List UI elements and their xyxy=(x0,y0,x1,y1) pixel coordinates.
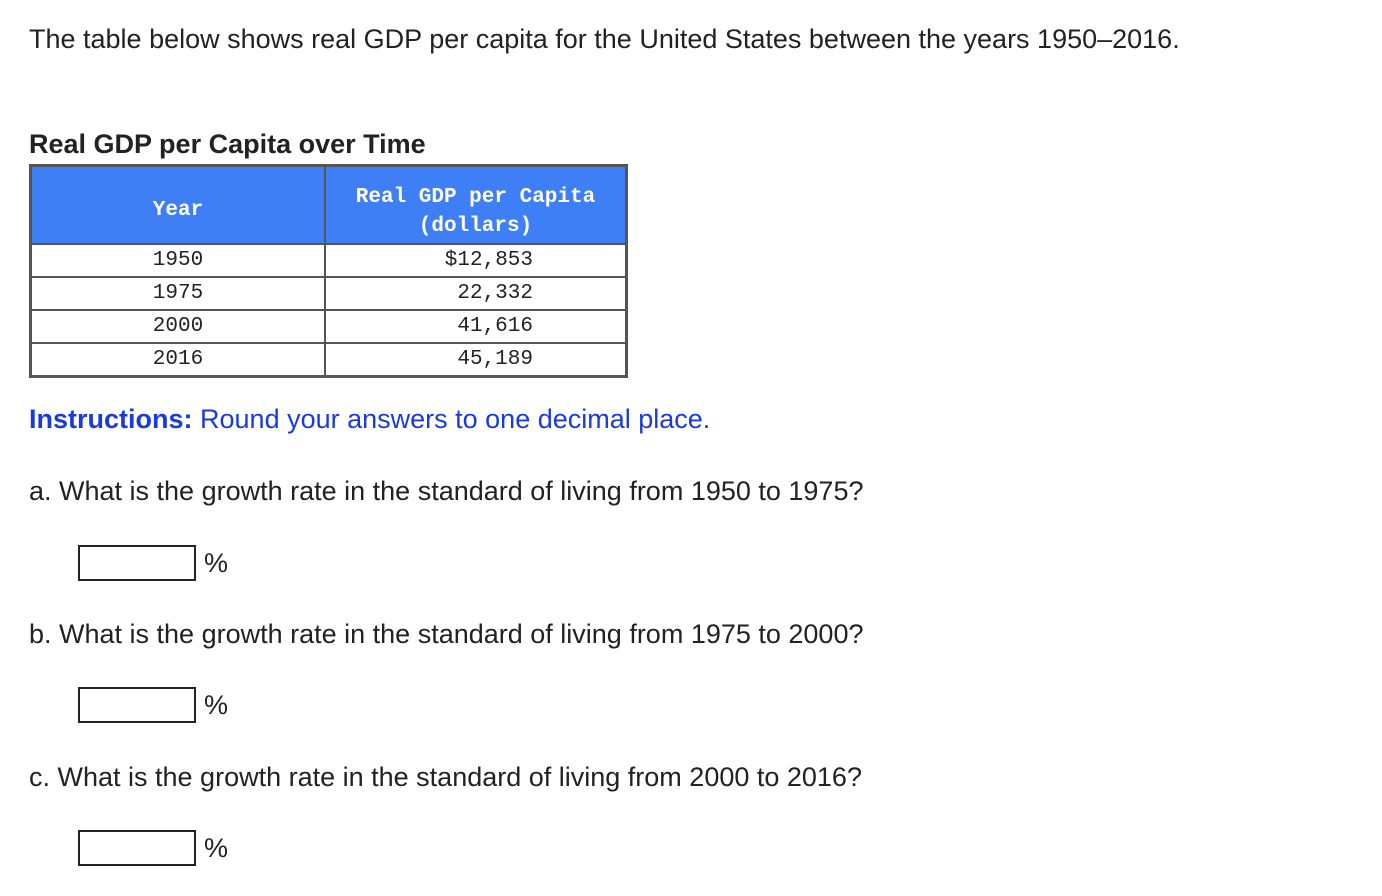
gdp-table xyxy=(29,164,628,378)
year-cell: 1975 xyxy=(31,277,325,310)
instructions-label: Instructions: xyxy=(29,404,193,434)
gdp-cell: 45,189 xyxy=(325,343,626,376)
header-gdp xyxy=(325,166,626,244)
header-gdp-line2: (dollars) xyxy=(418,215,533,238)
intro-text: The table below shows real GDP per capita for the United States between the years 1950–2016. xyxy=(29,24,1180,54)
table-row xyxy=(31,277,626,310)
instructions-text: Round your answers to one decimal place. xyxy=(192,404,711,434)
question-a: a. What is the growth rate in the standard of living from 1950 to 1975? xyxy=(29,476,864,506)
instructions xyxy=(29,402,710,436)
gdp-cell: 41,616 xyxy=(325,310,626,343)
question-c: c. What is the growth rate in the standard of living from 2000 to 2016? xyxy=(29,762,862,792)
year-cell: 2000 xyxy=(31,310,325,343)
header-gdp-line1: Real GDP per Capita xyxy=(355,186,596,209)
answer-row-a xyxy=(78,544,228,582)
question-b: b. What is the growth rate in the standard of living from 1975 to 2000? xyxy=(29,619,864,649)
percent-label-a: % xyxy=(204,548,229,578)
table-title: Real GDP per Capita over Time xyxy=(29,129,426,159)
header-year: Year xyxy=(31,166,325,244)
answer-input-b[interactable] xyxy=(78,687,196,723)
answer-input-c[interactable] xyxy=(78,830,196,866)
table-row xyxy=(31,310,626,343)
table-header-row xyxy=(31,166,626,244)
percent-label-c: % xyxy=(204,833,229,863)
answer-row-c xyxy=(78,829,228,867)
year-cell: 2016 xyxy=(31,343,325,376)
gdp-cell: $12,853 xyxy=(325,244,626,277)
table-row xyxy=(31,343,626,376)
gdp-cell: 22,332 xyxy=(325,277,626,310)
year-cell: 1950 xyxy=(31,244,325,277)
percent-label-b: % xyxy=(204,690,229,720)
answer-row-b xyxy=(78,686,228,724)
answer-input-a[interactable] xyxy=(78,545,196,581)
table-row xyxy=(31,244,626,277)
